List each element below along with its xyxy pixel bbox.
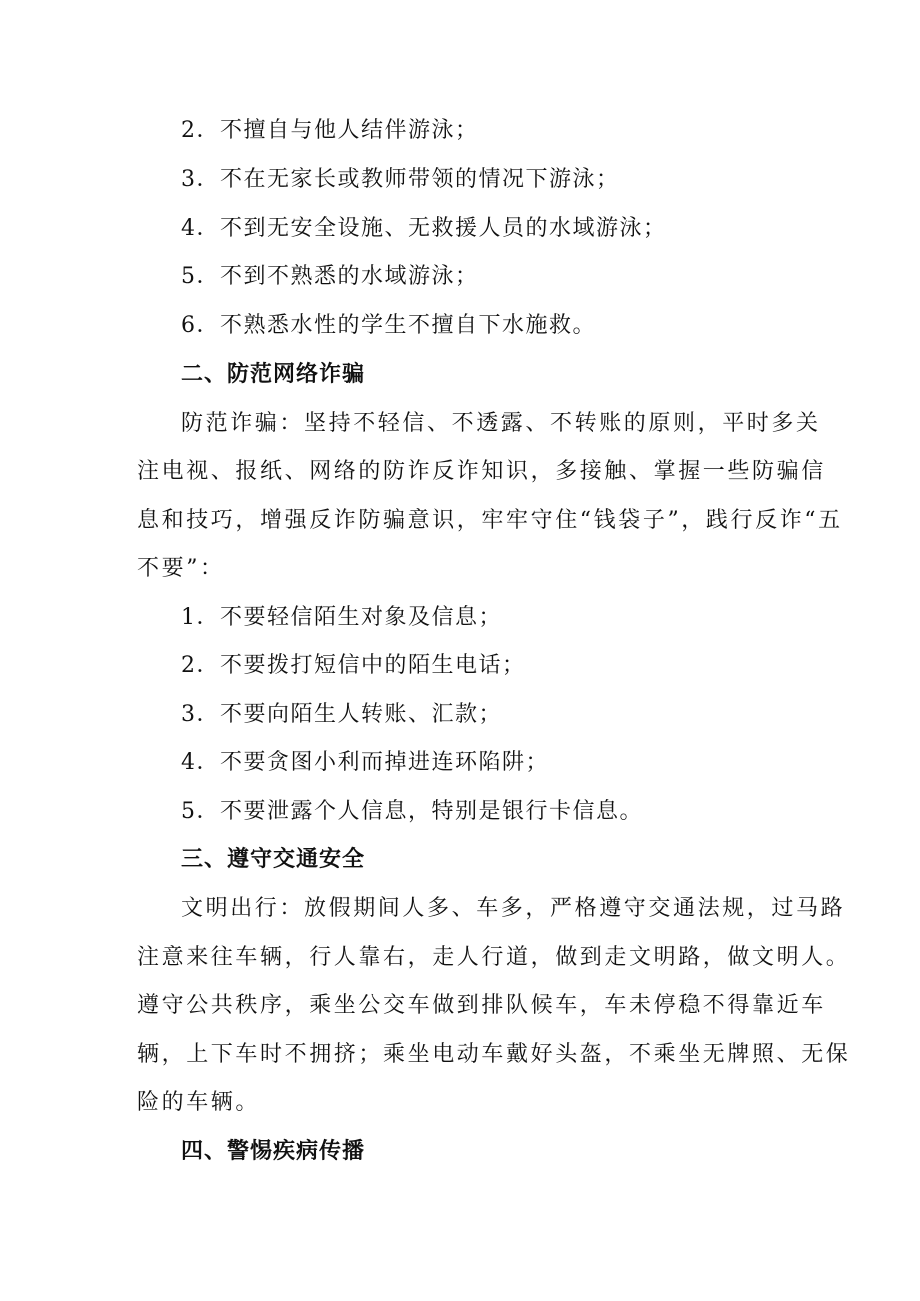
list-item: 2．不擅自与他人结伴游泳； (181, 118, 479, 143)
list-item: 1．不要轻信陌生对象及信息； (181, 605, 502, 630)
section-heading-disease-prevention: 四、警惕疾病传播 (181, 1139, 366, 1164)
paragraph-line: 文明出行：放假期间人多、车多，严格遵守交通法规，过马路 (181, 896, 846, 921)
list-item: 6．不熟悉水性的学生不擅自下水施救。 (181, 313, 596, 338)
paragraph-line: 辆，上下车时不拥挤；乘坐电动车戴好头盔，不乘坐无牌照、无保 (137, 1042, 851, 1067)
list-item: 4．不要贪图小利而掉进连环陷阱； (181, 750, 549, 775)
list-item: 5．不到不熟悉的水域游泳； (181, 264, 479, 289)
list-item: 5．不要泄露个人信息，特别是银行卡信息。 (181, 799, 643, 824)
list-item: 3．不在无家长或教师带领的情况下游泳； (181, 167, 620, 192)
paragraph-line: 险的车辆。 (137, 1090, 261, 1115)
paragraph-line: 遵守公共秩序，乘坐公交车做到排队候车，车未停稳不得靠近车 (137, 993, 826, 1018)
section-heading-traffic-safety: 三、遵守交通安全 (181, 847, 366, 872)
list-item: 2．不要拨打短信中的陌生电话； (181, 653, 526, 678)
paragraph-line: 息和技巧，增强反诈防骗意识，牢牢守住“钱袋子”，践行反诈“五 (137, 508, 843, 533)
paragraph-line: 防范诈骗：坚持不轻信、不透露、不转账的原则，平时多关 (181, 411, 821, 436)
list-item: 4．不到无安全设施、无救援人员的水域游泳； (181, 216, 667, 241)
paragraph-line: 注电视、报纸、网络的防诈反诈知识，多接触、掌握一些防骗信 (137, 459, 826, 484)
section-heading-anti-fraud: 二、防范网络诈骗 (181, 362, 366, 387)
list-item: 3．不要向陌生人转账、汇款； (181, 702, 502, 727)
paragraph-line: 注意来往车辆，行人靠右，走人行道，做到走文明路，做文明人。 (137, 945, 851, 970)
paragraph-line: 不要”： (137, 556, 225, 581)
